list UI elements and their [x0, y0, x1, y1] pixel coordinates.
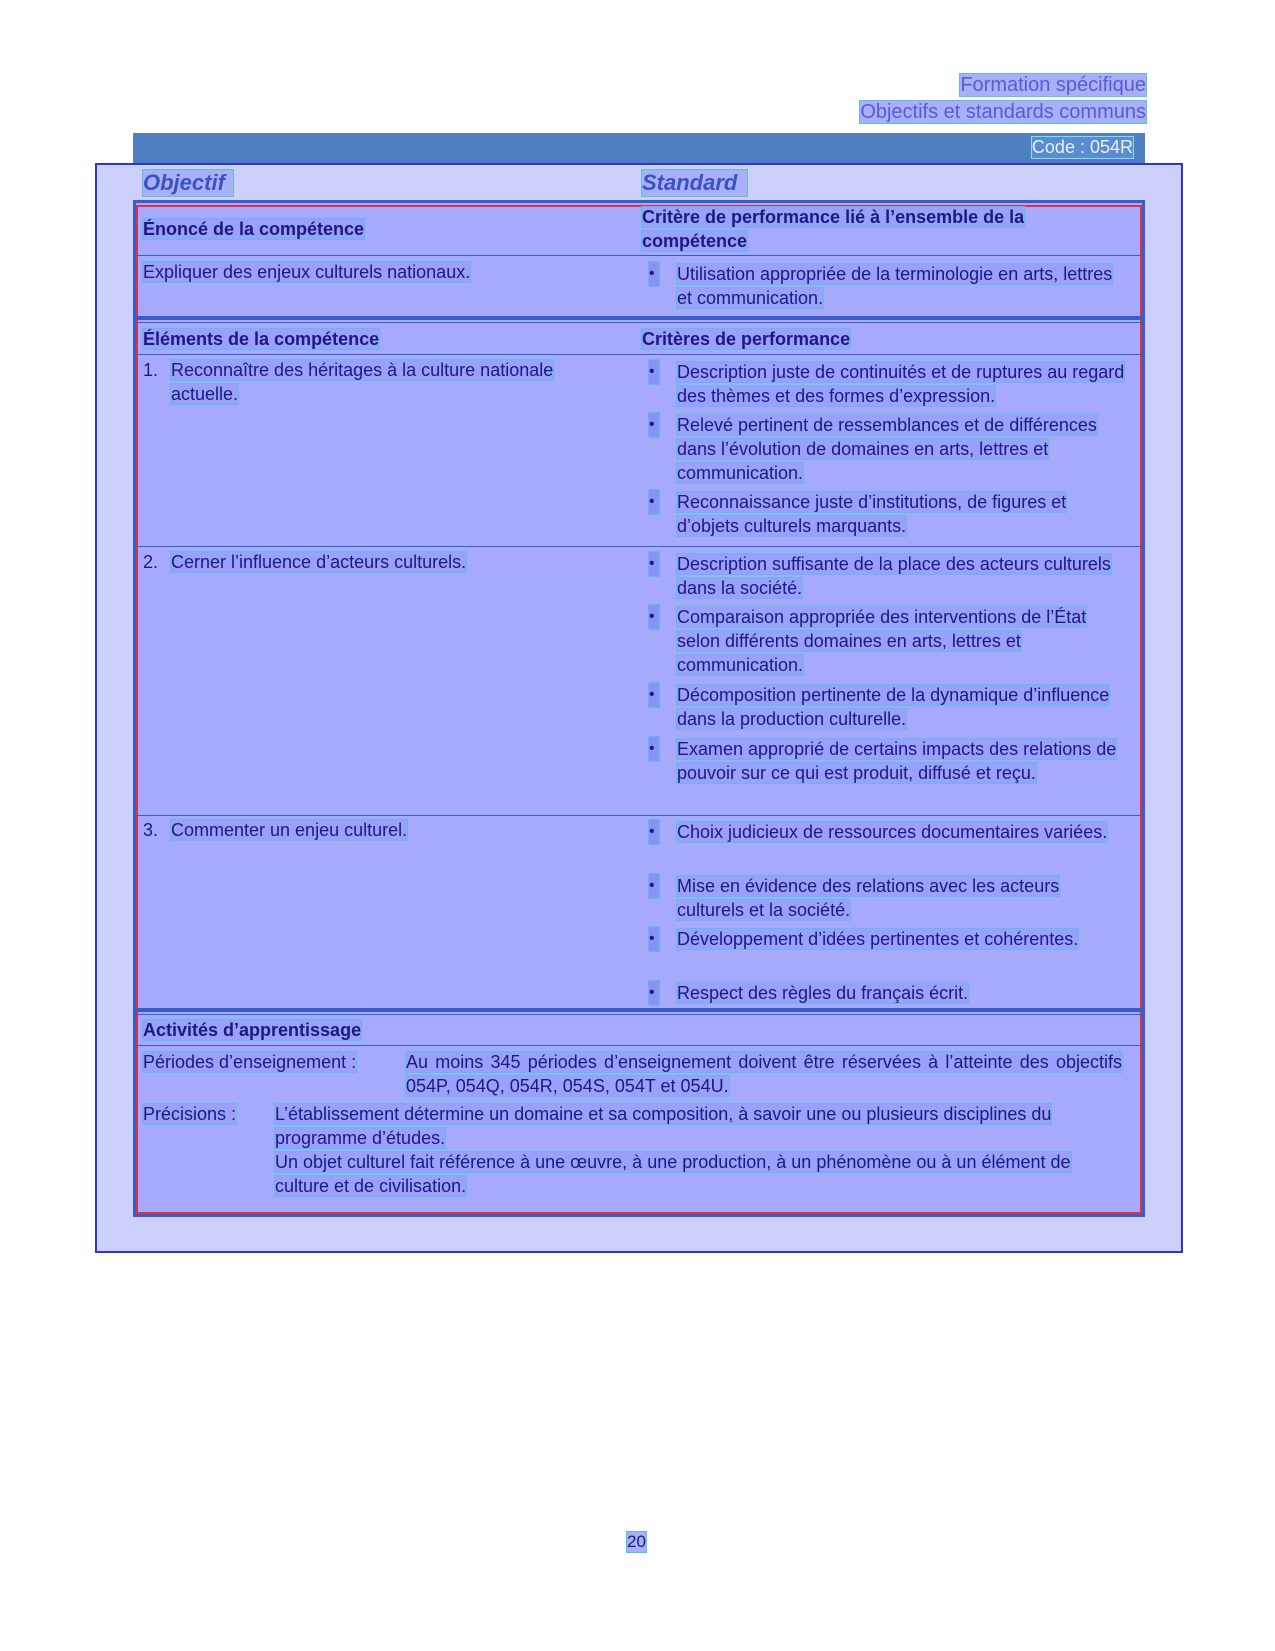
element-2-number: 2. — [143, 552, 159, 572]
section-divider — [136, 316, 1142, 320]
header-formation — [960, 74, 1146, 97]
divider — [136, 815, 1142, 816]
enonce-text — [143, 260, 643, 284]
bullet-icon: • — [649, 262, 659, 286]
criterion-text — [677, 981, 1131, 1005]
page-number: 20 — [627, 1532, 646, 1551]
periodes-label-text: Périodes d’enseignement : — [143, 1052, 357, 1072]
criterion-text-value: Respect des règles du français écrit. — [677, 983, 969, 1003]
divider — [136, 1045, 1142, 1046]
criterion-text-value: Choix judicieux de ressources documentaires variées. — [677, 822, 1108, 842]
bullet-icon: • — [649, 360, 659, 384]
elements-title-text: Éléments de la compétence — [143, 329, 380, 349]
precisions-label-text: Précisions : — [143, 1104, 237, 1124]
precisions-label — [143, 1102, 236, 1126]
criterion-text-value: Développement d’idées pertinentes et cohérentes. — [677, 929, 1079, 949]
criterion-text — [677, 820, 1131, 844]
bullet-icon: • — [649, 552, 659, 576]
criterion-text-value: Décomposition pertinente de la dynamique d’influence dans la production culturelle. — [677, 685, 1110, 729]
section-divider-thin — [136, 1014, 1142, 1015]
enonce-title-text: Énoncé de la compétence — [143, 219, 365, 239]
criteres-title-text: Critères de performance — [642, 329, 851, 349]
objectif-heading: Objectif — [143, 170, 233, 196]
precisions-p2-text: Un objet culturel fait référence à une œuvre, à une production, à un phénomène ou à un élément de culture et de civilisation. — [275, 1152, 1071, 1196]
divider — [136, 255, 1142, 256]
criterion-text — [677, 552, 1131, 600]
critere-global-text-value: Utilisation appropriée de la terminologie en arts, lettres et communication. — [677, 264, 1113, 308]
critere-global-title-text: Critère de performance lié à l’ensemble de la compétence — [642, 207, 1025, 251]
activites-title — [143, 1018, 361, 1042]
code-label: Code : 054R — [1031, 137, 1133, 157]
bullet-icon: • — [649, 413, 659, 437]
bullet-icon: • — [649, 874, 659, 898]
criterion-text-value: Relevé pertinent de ressemblances et de différences dans l’évolution de domaines en arts, lettres et communication. — [677, 415, 1097, 483]
precisions-p2 — [275, 1150, 1095, 1198]
element-1-text-value: Reconnaître des héritages à la culture nationale actuelle. — [171, 360, 554, 404]
criterion-text — [677, 874, 1131, 922]
periodes-text-value: Au moins 345 périodes d’enseignement doivent être réservées à l’atteinte des objectifs 054P, 054Q, 054R, 054S, 054T et 054U. — [406, 1052, 1122, 1096]
criterion-text — [677, 605, 1131, 677]
section-divider-thin — [136, 322, 1142, 323]
bullet-icon: • — [649, 490, 659, 514]
code-bar — [133, 133, 1145, 163]
criterion-text — [677, 360, 1131, 408]
criterion-text-value: Description suffisante de la place des acteurs culturels dans la société. — [677, 554, 1111, 598]
critere-global-text — [677, 262, 1131, 310]
criterion-text-value: Mise en évidence des relations avec les acteurs culturels et la société. — [677, 876, 1060, 920]
precisions-p1 — [275, 1102, 1055, 1150]
bullet-icon: • — [649, 737, 659, 761]
criterion-text-value: Description juste de continuités et de ruptures au regard des thèmes et des formes d’expression. — [677, 362, 1125, 406]
element-3-text-value: Commenter un enjeu culturel. — [171, 820, 408, 840]
precisions-p1-text: L’établissement détermine un domaine et sa composition, à savoir une ou plusieurs disciplines du programme d’études. — [275, 1104, 1052, 1148]
criteres-title — [642, 327, 850, 351]
criterion-text — [677, 737, 1131, 785]
periodes-label — [143, 1050, 356, 1074]
criterion-text-value: Examen approprié de certains impacts des relations de pouvoir sur ce qui est produit, diffusé et reçu. — [677, 739, 1117, 783]
element-1-text — [171, 358, 611, 406]
critere-global-item — [649, 262, 1131, 310]
divider — [136, 546, 1142, 547]
enonce-title — [143, 217, 364, 241]
header-line2: Objectifs et standards communs — [860, 101, 1146, 123]
criterion-text — [677, 413, 1131, 485]
critere-global-title — [642, 205, 1092, 253]
header-line1: Formation spécifique — [960, 74, 1146, 96]
criterion-text — [677, 490, 1131, 538]
standard-heading: Standard — [642, 170, 747, 196]
criterion-text — [677, 683, 1131, 731]
bullet-icon: • — [649, 927, 659, 951]
element-3-text — [171, 818, 621, 842]
bullet-icon: • — [649, 981, 659, 1005]
element-1-number: 1. — [143, 360, 159, 380]
criterion-text — [677, 927, 1131, 951]
bullet-icon: • — [649, 605, 659, 629]
divider — [136, 354, 1142, 355]
periodes-text — [406, 1050, 1122, 1098]
header-objectifs — [860, 101, 1146, 124]
bullet-icon: • — [649, 820, 659, 844]
activites-title-text: Activités d’apprentissage — [143, 1020, 362, 1040]
element-2-text-value: Cerner l’influence d’acteurs culturels. — [171, 552, 467, 572]
section-divider — [136, 1008, 1142, 1012]
criterion-text-value: Reconnaissance juste d’institutions, de figures et d’objets culturels marquants. — [677, 492, 1067, 536]
element-2-text — [171, 550, 621, 574]
element-3-number: 3. — [143, 820, 159, 840]
elements-title — [143, 327, 379, 351]
enonce-text-value: Expliquer des enjeux culturels nationaux. — [143, 262, 471, 282]
bullet-icon: • — [649, 683, 659, 707]
criterion-text-value: Comparaison appropriée des interventions de l’État selon différents domaines en arts, lettres et communication. — [677, 607, 1087, 675]
